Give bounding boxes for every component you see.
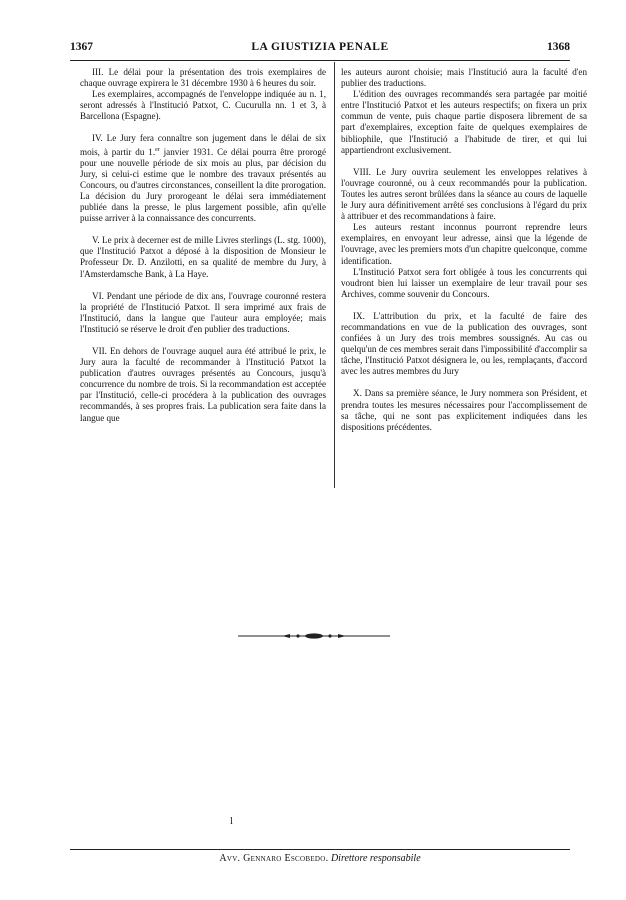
- left-column: [80, 67, 326, 424]
- article-viii-archives: L'Institució Patxot sera fort obligée à tous les concurrents qui voudront bien lui laisser un exemplaire de leur travail pour ses Archives, comme souvenir du Concours.: [341, 266, 587, 299]
- page-number-left: 1367: [70, 41, 93, 53]
- article-vii-continued: les auteurs auront choisie; mais l'Institució aura la faculté d'en publier des traductions.: [341, 67, 587, 89]
- footer: [70, 853, 570, 864]
- column-divider: [334, 62, 335, 488]
- article-vi: VI. Pendant une période de dix ans, l'ouvrage couronné restera la propriété de l'Institució Patxot. Il sera imprimé aux frais de l'Institució, dans la langue que l'auteur aura employée; mais l'Institució se réserve le droit d'en publier des traductions.: [80, 290, 326, 334]
- article-vii-edition: L'édition des ouvrages recommandés sera partagée par moitié entre l'Institució Patxot et les auteurs respectifs; on fixera un prix commun de vente, puis chaque partie disposera librement de sa part d'exemplaires, exception faite de quelques exemplaires de bibliophile, que l'Institució a l'habitude de tirer, et qui lui appartiendront exclusivement.: [341, 89, 587, 155]
- header-rule: [70, 60, 570, 61]
- ornamental-divider: [238, 631, 390, 641]
- article-ix: IX. L'attribution du prix, et la faculté de faire des recommandations en vue de la publication des ouvrages, sont confiées à un Jury des trois membres soussignés. Au cas ou quelqu'un de ces membres serait dans l'impossibilité d'accomplir sa tâche, l'Institució Patxot désignera le, ou les, remplaçants, d'accord avec les autres membres du Jury: [341, 310, 587, 377]
- article-x: X. Dans sa première séance, le Jury nommera son Président, et prendra toutes les mesures nécessaires pour l'accomplissement de sa tâche, qui ne sont pas explicitement indiquées dans les dispositions précédentes.: [341, 388, 587, 432]
- article-viii-authors: Les auteurs restant inconnus pourront reprendre leurs exemplaires, en envoyant leur adresse, ainsi que la légende de l'ouvrage, avec les premiers mots d'un chapitre quelconque, comme identification.: [341, 222, 587, 266]
- editor-name: Avv. Gennaro Escobedo.: [219, 853, 329, 864]
- article-iv-text-a: IV. Le Jury fera connaître son jugement dans le délai de six mois, à partir du 1.: [80, 133, 326, 157]
- article-iii: III. Le délai pour la présentation des trois exemplaires de chaque ouvrage expirera le 31 décembre 1930 à 6 heures du soir.: [80, 67, 326, 89]
- right-column: [341, 67, 587, 433]
- article-iv: [80, 133, 326, 224]
- article-v: V. Le prix à decerner est de mille Livres sterlings (L. stg. 1000), que l'Institució Patxot a déposé à la disposition de Monsieur le Professeur Dr. D. Anzilotti, en sa qualité de membre du Jury, à l'Amsterdamsche Bank, à La Haye.: [80, 235, 326, 279]
- article-iv-text-b: janvier 1931. Ce délai pourra être prorogé pour une nouvelle période de six mois au plus, par décision du Jury, si celui-ci estime que le nombre des travaux présentés au Concours, ou d'autres circonstances, conseillent la dite prorogation. La décision du Jury prorogeant le délai sera immédiatement publiée dans la presse, le plus largement possible, afin qu'elle puisse arriver à la connaissance des concurrents.: [80, 146, 326, 224]
- article-iv-superscript: er: [155, 146, 160, 153]
- article-vii: VII. En dehors de l'ouvrage auquel aura été attribué le prix, le Jury aura la faculté de recommander à l'Institució Patxot la publication d'autres ouvrages présentés au Concours, jusqu'à concurrence du nombre de trois. Si la recommandation est acceptée par l'Institució, celle-ci procédera à la publication des ouvrages recommandés, à ses propres frais. La publication sera faite dans la langue que: [80, 346, 326, 423]
- article-viii: VIII. Le Jury ouvrira seulement les enveloppes relatives à l'ouvrage couronné, ou à ceux recommandés pour la publication. Toutes les autres seront brûlées dans la séance au cours de laquelle le Jury aura définitivement arrêté ses conclusions à l'égard du prix à attribuer et des recommandations à faire.: [341, 166, 587, 222]
- journal-title: LA GIUSTIZIA PENALE: [251, 41, 389, 53]
- page-number-right: 1368: [547, 41, 570, 53]
- stray-mark: l: [230, 816, 233, 827]
- article-iii-addresses: Les exemplaires, accompagnés de l'enveloppe indiquée au n. 1, seront adressés à l'Institució Patxot, C. Cucurulla nn. 1 et 3, à Barcellona (Espagne).: [80, 89, 326, 122]
- footer-rule: [70, 849, 570, 850]
- editor-role: Direttore responsabile: [330, 853, 421, 864]
- running-header: [70, 41, 570, 59]
